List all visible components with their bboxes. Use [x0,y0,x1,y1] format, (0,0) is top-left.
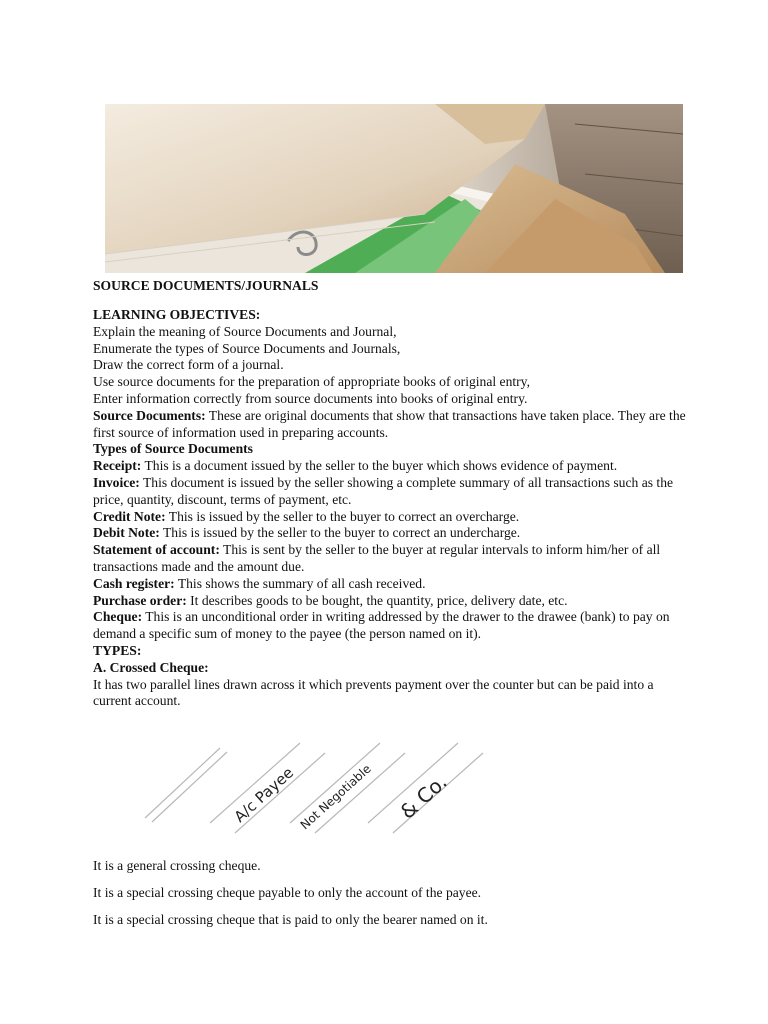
caption-bearer-crossing: It is a special crossing cheque that is paid to only the bearer named on it. [93,912,488,927]
definition-invoice [93,475,693,509]
definition-text: This is issued by the seller to the buyer to correct an undercharge. [159,525,521,541]
objective-item: Enumerate the types of Source Documents and Journals, [93,340,401,356]
definition-term: Cash register: [93,575,175,591]
definition-receipt [93,458,693,475]
objective-item: Explain the meaning of Source Documents and Journal, [93,323,397,339]
definition-text: It describes goods to be bought, the quantity, price, delivery date, etc. [186,592,568,608]
crossing-label-not-negotiable: Not Negotiable [297,761,374,833]
definition-term: Receipt: [93,458,142,474]
crossing-label-ac-payee: A/c Payee [230,763,298,826]
definition-cheque [93,609,693,643]
definition-term: Source Documents: [93,407,206,423]
general-crossing [145,748,227,822]
objectives-heading: LEARNING OBJECTIVES: [93,307,261,322]
crossed-cheque-heading: A. Crossed Cheque: [93,659,209,675]
definition-debit-note [93,525,693,542]
crossings-svg [140,738,500,838]
definition-credit-note [93,509,693,526]
objective-item: Use source documents for the preparation of appropriate books of original entry, [93,374,530,390]
objective-item: Enter information correctly from source documents into books of original entry. [93,390,528,406]
definition-text: These are original documents that show that transactions have taken place. They are the first source of information used in preparing accounts. [93,407,686,440]
content-body [93,307,693,710]
definition-cash-register [93,576,693,593]
definition-term: Purchase order: [93,592,187,608]
caption-ac-payee-crossing: It is a special crossing cheque payable to only the account of the payee. [93,885,482,900]
definition-text: This is issued by the seller to the buyer to correct an overcharge. [165,508,520,524]
page-title: SOURCE DOCUMENTS/JOURNALS [93,278,319,293]
definition-text: This is an unconditional order in writing addressed by the drawer to the drawee (bank) to pay on demand a specific sum of money to the payee (the person named on it). [93,609,670,642]
caption-general-crossing: It is a general crossing cheque. [93,858,261,873]
definition-term: Cheque: [93,609,143,625]
definition-term: Credit Note: [93,508,166,524]
folders-photo [105,104,683,273]
definition-statement-of-account [93,542,693,576]
objective-item: Draw the correct form of a journal. [93,357,284,373]
and-co-crossing [368,743,483,833]
definition-text: This document is issued by the seller showing a complete summary of all transactions such as the price, quantity, discount, terms of payment, etc. [93,474,674,507]
definition-term: Statement of account: [93,542,220,558]
definition-term: Invoice: [93,474,140,490]
definition-purchase-order [93,593,693,610]
definition-text: This shows the summary of all cash received. [174,575,426,591]
not-negotiable-crossing [290,743,405,833]
cheque-crossings-illustration [140,738,500,838]
types-label: TYPES: [93,642,142,658]
definition-text: This is a document issued by the seller to the buyer which shows evidence of payment. [141,458,618,474]
types-heading: Types of Source Documents [93,441,253,457]
crossed-cheque-description: It has two parallel lines drawn across it which prevents payment over the counter but can be paid into a current account. [93,676,654,709]
crossing-label-and-co: & Co. [395,769,452,824]
source-documents-definition [93,408,693,442]
folders-illustration [105,104,683,273]
definition-text: This is sent by the seller to the buyer at regular intervals to inform him/her of all transactions made and the amount due. [93,542,661,574]
definition-term: Debit Note: [93,525,160,541]
